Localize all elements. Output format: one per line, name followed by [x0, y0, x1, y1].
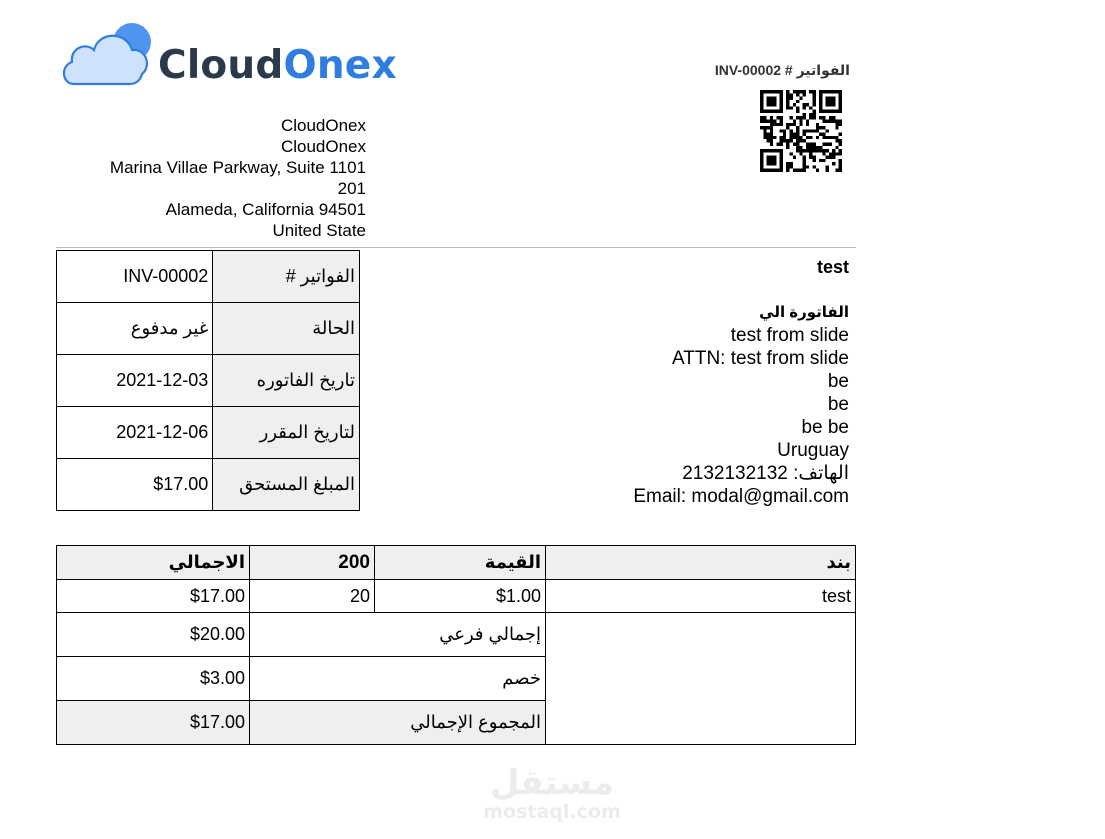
bill-to-block — [633, 256, 849, 508]
meta-row-amount-due — [57, 459, 360, 511]
mostaql-watermark — [482, 760, 622, 822]
company-line: 201 — [337, 179, 366, 198]
meta-label: المبلغ المستحق — [213, 459, 360, 511]
header-qty: 200 — [250, 546, 375, 580]
bill-to-email: Email: modal@gmail.com — [633, 486, 849, 507]
company-line: CloudOnex — [280, 137, 366, 156]
header-divider — [56, 247, 856, 248]
meta-label: تاريخ الفاتوره — [213, 355, 360, 407]
grand-total-value: $17.00 — [57, 701, 250, 745]
bill-to-line: test from slide — [730, 325, 849, 346]
qr-code — [760, 90, 842, 172]
item-total: $17.00 — [57, 580, 250, 613]
item-name: test — [546, 580, 856, 613]
phone-value: 2132132132 — [682, 463, 788, 484]
totals-row-subtotal — [57, 613, 856, 657]
svg-text:مستقل: مستقل — [489, 763, 615, 803]
header-item: بند — [546, 546, 856, 580]
invoice-number-heading: الفواتير # INV-00002 — [714, 62, 850, 78]
bill-to-address: be be — [801, 417, 849, 438]
grand-total-label: المجموع الإجمالي — [250, 701, 546, 745]
subtotal-value: $20.00 — [57, 613, 250, 657]
meta-value: $17.00 — [57, 459, 213, 511]
bill-to-phone — [633, 462, 849, 485]
meta-value: INV-00002 — [57, 251, 213, 303]
totals-spacer — [546, 613, 856, 745]
bill-to-address: be — [827, 371, 849, 392]
items-header-row — [57, 546, 856, 580]
brand-name-part1: Cloud — [158, 43, 284, 88]
brand-logo — [60, 22, 397, 92]
invoice-meta-table — [56, 250, 360, 511]
discount-label: خصم — [250, 657, 546, 701]
cloud-logo-icon — [60, 22, 156, 88]
table-row — [57, 580, 856, 613]
brand-name-part2: Onex — [283, 43, 397, 88]
customer-name: test — [816, 257, 849, 277]
meta-row-status — [57, 303, 360, 355]
meta-value: غير مدفوع — [57, 303, 213, 355]
bill-to-attn: ATTN: test from slide — [671, 348, 849, 369]
meta-row-invoice-date — [57, 355, 360, 407]
meta-row-due-date — [57, 407, 360, 459]
company-line: CloudOnex — [280, 116, 366, 135]
items-table — [56, 545, 856, 745]
subtotal-label: إجمالي فرعي — [250, 613, 546, 657]
meta-label: الفواتير # — [213, 251, 360, 303]
meta-value: 2021-12-03 — [57, 355, 213, 407]
bill-to-heading: الفاتورة الي — [759, 304, 849, 321]
header-price: القيمة — [375, 546, 546, 580]
company-line: Alameda, California 94501 — [165, 200, 366, 219]
meta-value: 2021-12-06 — [57, 407, 213, 459]
company-line: Marina Villae Parkway, Suite 1101 — [109, 158, 366, 177]
meta-label: الحالة — [213, 303, 360, 355]
discount-value: $3.00 — [57, 657, 250, 701]
item-qty: 20 — [250, 580, 375, 613]
meta-label: لتاريخ المقرر — [213, 407, 360, 459]
svg-text:mostaql.com: mostaql.com — [483, 801, 621, 822]
header-total: الاجمالي — [57, 546, 250, 580]
bill-to-country: Uruguay — [777, 440, 849, 461]
company-address — [110, 115, 366, 241]
company-line: United State — [272, 221, 366, 240]
meta-row-invoice-number — [57, 251, 360, 303]
item-price: $1.00 — [375, 580, 546, 613]
bill-to-address: be — [827, 394, 849, 415]
phone-label: الهاتف: — [793, 463, 849, 484]
